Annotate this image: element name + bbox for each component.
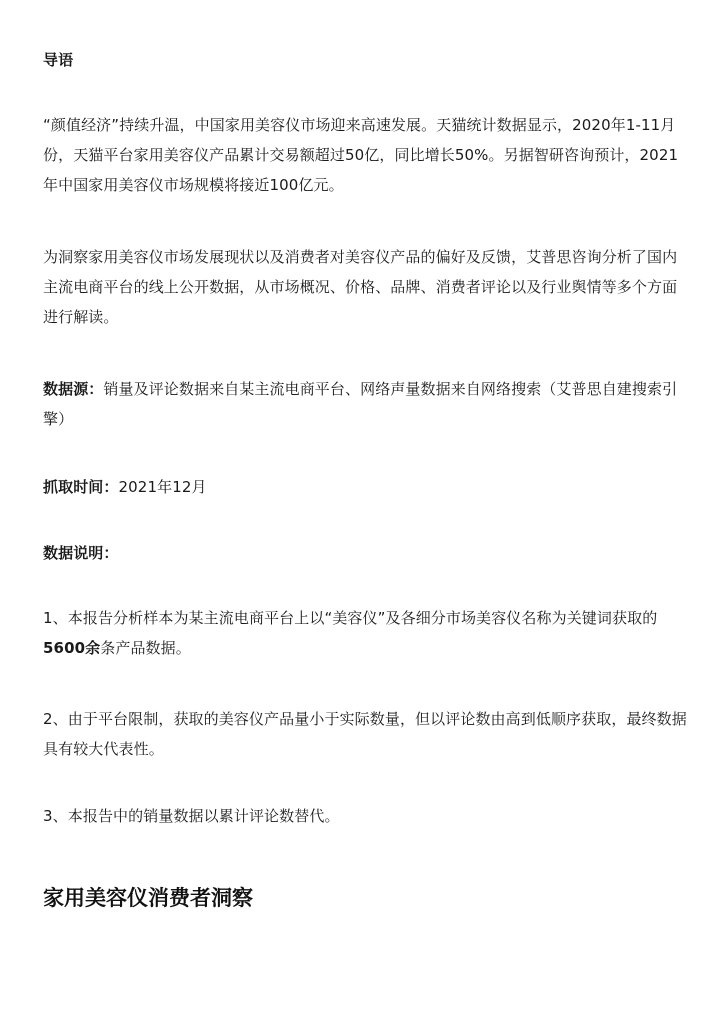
note-1-text-before: 1、本报告分析样本为某主流电商平台上以“美容仪”及各细分市场美容仪名称为关键词获取的 [43,609,658,627]
note-2: 2、由于平台限制，获取的美容仪产品量小于实际数量，但以评论数由高到低顺序获取，最终数据具有较大代表性。 [43,710,687,758]
intro-paragraph-1: “颜值经济”持续升温，中国家用美容仪市场迎来高速发展。天猫统计数据显示，2020年1-11月份，天猫平台家用美容仪产品累计交易额超过50亿，同比增长50%。另据智研咨询预计，2021年中国家用美容仪市场规模将接近100亿元。 [43,116,679,194]
note-3: 3、本报告中的销量数据以累计评论数替代。 [43,807,340,825]
section-title: 家用美容仪消费者洞察 [43,886,253,910]
note-1-bold-count: 5600余 [43,639,101,657]
intro-paragraph-2: 为洞察家用美容仪市场发展现状以及消费者对美容仪产品的偏好及反馈，艾普思咨询分析了国内主流电商平台的线上公开数据，从市场概况、价格、品牌、消费者评论以及行业舆情等多个方面进行解读。 [43,248,678,326]
capture-time-label: 抓取时间： [43,478,119,496]
data-source-line [43,374,688,434]
note-1 [43,603,688,663]
data-source-text: 销量及评论数据来自某主流电商平台、网络声量数据来自网络搜索（艾普思自建搜索引擎） [43,380,678,428]
data-source-label: 数据源： [43,380,104,398]
capture-time-line [43,472,688,502]
capture-time-value: 2021年12月 [118,478,207,496]
data-notes-label: 数据说明： [43,544,119,562]
note-1-text-after: 条产品数据。 [100,639,191,657]
intro-heading: 导语 [43,51,74,69]
